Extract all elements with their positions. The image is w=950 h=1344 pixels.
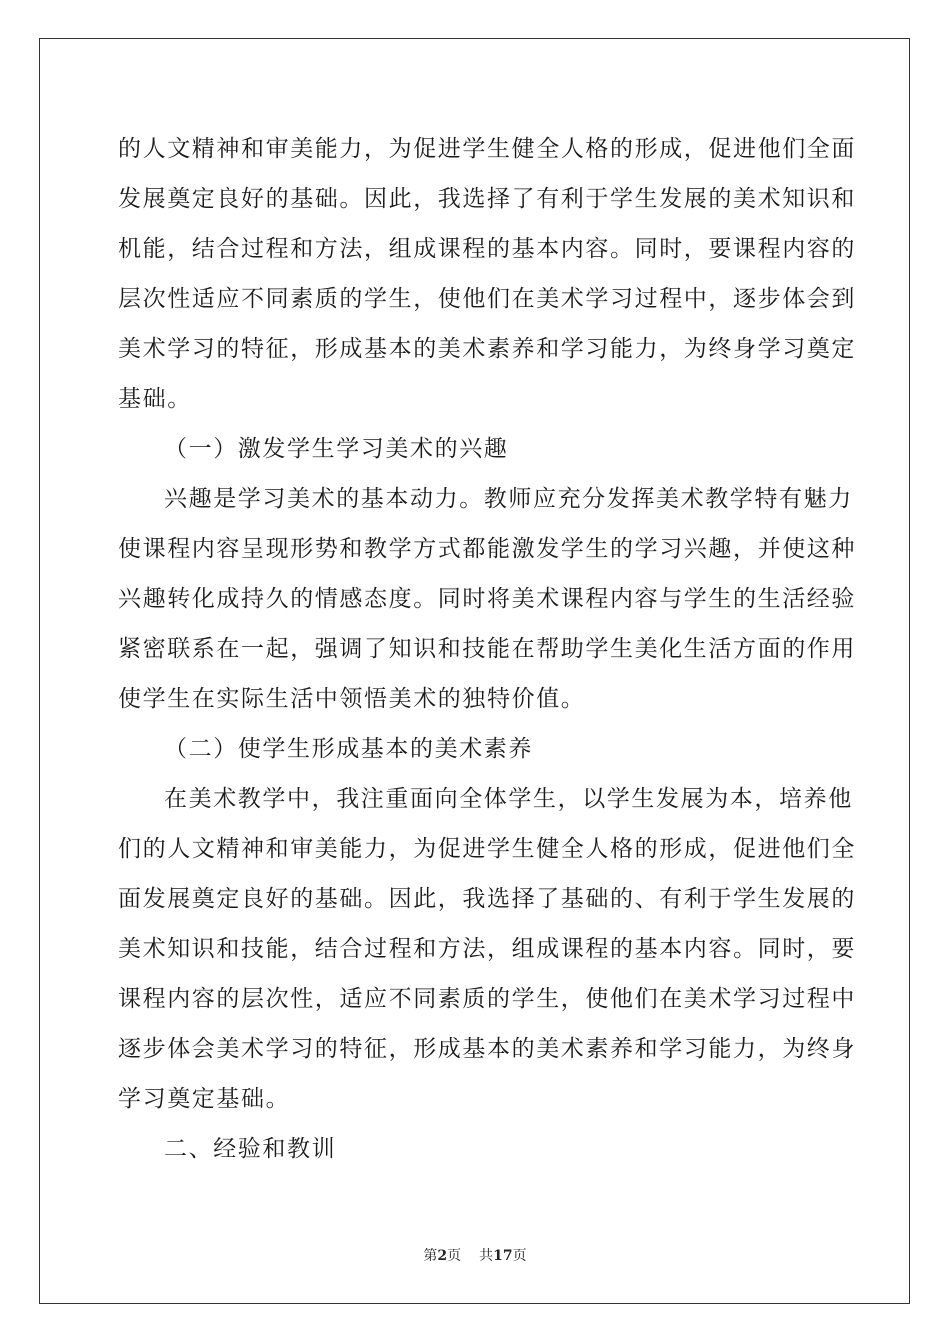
text-line: 美术知识和技能，结合过程和方法，组成课程的基本内容。同时，要 — [118, 936, 856, 962]
text-line: 使学生在实际生活中领悟美术的独特价值。 — [118, 686, 586, 712]
footer-page-suffix: 页 — [447, 1248, 462, 1264]
page-footer — [0, 1245, 950, 1265]
text-line: 在美术教学中，我注重面向全体学生，以学生发展为本，培养他 — [164, 786, 853, 812]
text-line: 课程内容的层次性，适应不同素质的学生，使他们在美术学习过程中 — [118, 986, 856, 1012]
text-line: 机能，结合过程和方法，组成课程的基本内容。同时，要课程内容的 — [118, 236, 856, 262]
text-line: 发展奠定良好的基础。因此，我选择了有利于学生发展的美术知识和 — [118, 186, 856, 212]
text-line: （一）激发学生学习美术的兴趣 — [164, 436, 509, 462]
text-line: 兴趣是学习美术的基本动力。教师应充分发挥美术教学特有魅力 — [164, 486, 853, 512]
footer-page-number: 2 — [437, 1248, 448, 1264]
text-line: 面发展奠定良好的基础。因此，我选择了基础的、有利于学生发展的 — [118, 886, 856, 912]
text-line: 的人文精神和审美能力，为促进学生健全人格的形成，促进他们全面 — [118, 136, 856, 162]
text-line: 学习奠定基础。 — [118, 1086, 291, 1112]
text-line: 兴趣转化成持久的情感态度。同时将美术课程内容与学生的生活经验 — [118, 586, 856, 612]
footer-total-prefix: 共 — [479, 1248, 494, 1264]
footer-total-suffix: 页 — [512, 1248, 527, 1264]
text-line: 们的人文精神和审美能力，为促进学生健全人格的形成，促进他们全 — [118, 836, 856, 862]
text-line: 逐步体会美术学习的特征，形成基本的美术素养和学习能力，为终身 — [118, 1036, 856, 1062]
text-line: 二、经验和教训 — [164, 1136, 337, 1162]
text-line: 层次性适应不同素质的学生，使他们在美术学习过程中，逐步体会到 — [118, 286, 856, 312]
text-line: 使课程内容呈现形势和教学方式都能激发学生的学习兴趣，并使这种 — [118, 536, 856, 562]
document-body — [118, 124, 856, 1174]
text-line: （二）使学生形成基本的美术素养 — [164, 736, 533, 762]
text-line: 紧密联系在一起，强调了知识和技能在帮助学生美化生活方面的作用 — [118, 636, 856, 662]
footer-total-number: 17 — [493, 1248, 513, 1264]
footer-page-prefix: 第 — [423, 1248, 438, 1264]
text-line: 美术学习的特征，形成基本的美术素养和学习能力，为终身学习奠定 — [118, 336, 856, 362]
text-line: 基础。 — [118, 386, 192, 412]
